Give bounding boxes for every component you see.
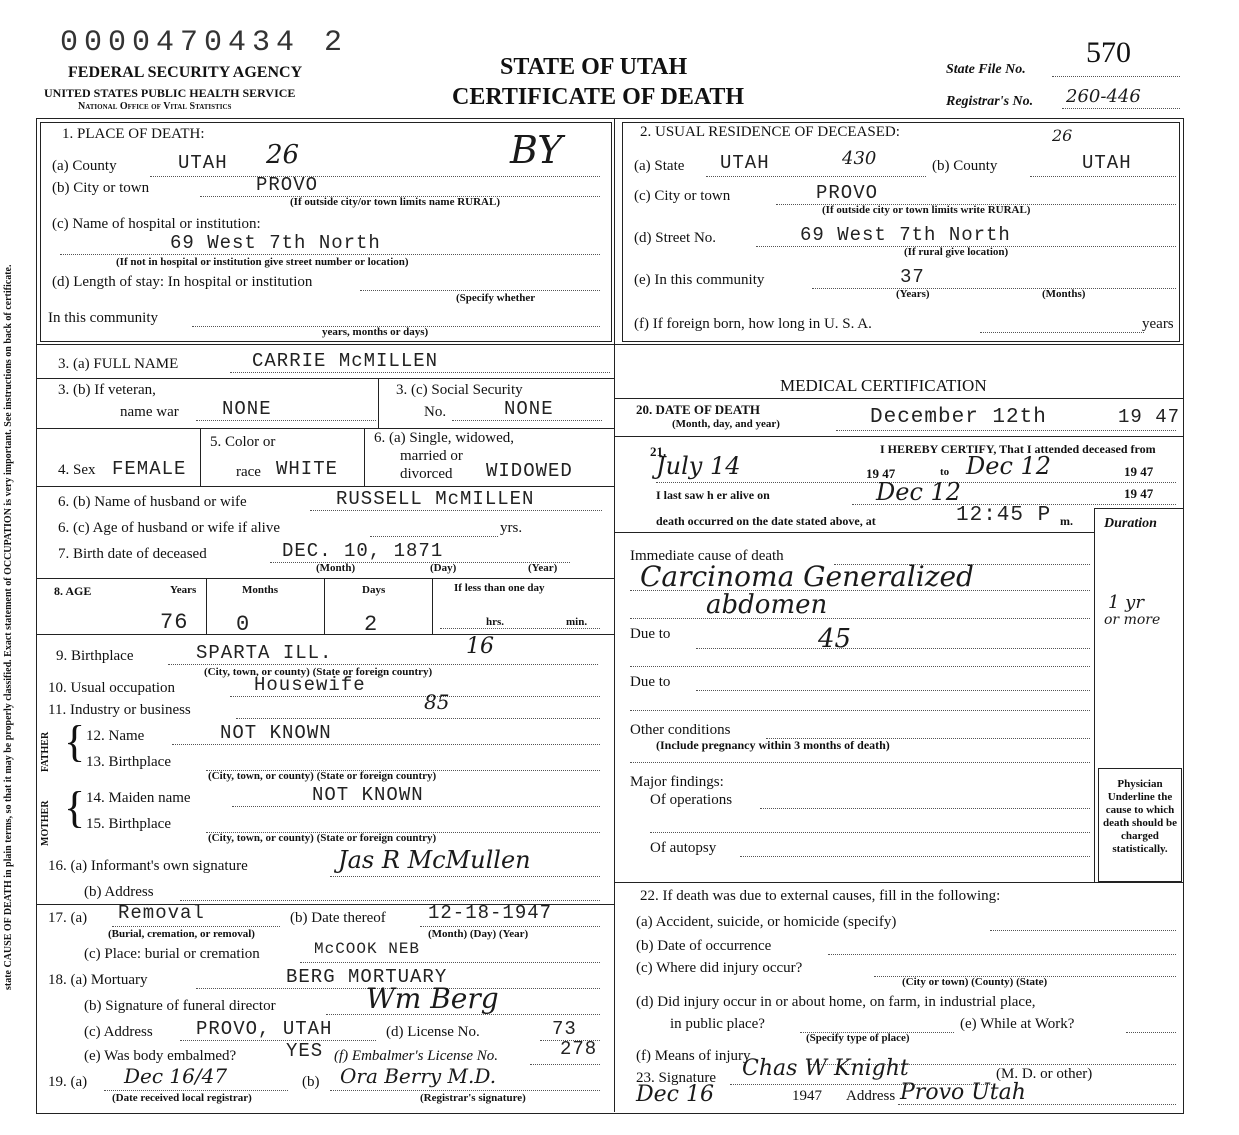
q8-months-label: Months bbox=[242, 584, 279, 596]
q8-age-years: 76 bbox=[160, 610, 189, 635]
q22c-label: (c) Where did injury occur? bbox=[636, 960, 803, 976]
q1a-code: 26 bbox=[266, 140, 300, 170]
q7-birth-date: DEC. 10, 1871 bbox=[282, 540, 444, 562]
q8-less-label: If less than one day bbox=[454, 582, 545, 594]
q2b-label: (b) County bbox=[932, 158, 998, 174]
q22a-label: (a) Accident, suicide, or homicide (specify) bbox=[636, 914, 897, 930]
q11-label: 11. Industry or business bbox=[48, 702, 191, 718]
q2b-code: 26 bbox=[1052, 126, 1073, 145]
q6c-label: 6. (c) Age of husband or wife if alive bbox=[58, 520, 281, 536]
q18c-label: (c) Address bbox=[84, 1024, 153, 1040]
q9-birthplace: SPARTA ILL. bbox=[196, 642, 333, 664]
q2b-county: UTAH bbox=[1082, 152, 1132, 174]
q17b-label: (b) Date thereof bbox=[290, 910, 386, 926]
q3b-war: NONE bbox=[222, 398, 272, 420]
q21-last-saw-year: 19 47 bbox=[1124, 486, 1154, 501]
q21-last-saw-label: I last saw h er alive on bbox=[656, 488, 770, 502]
q21-certify-text: I HEREBY CERTIFY, That I attended deceased from bbox=[880, 442, 1156, 456]
q3c-label: 3. (c) Social Security bbox=[396, 382, 523, 398]
q4-sex: FEMALE bbox=[112, 458, 187, 480]
q1d-community-label: In this community bbox=[48, 310, 158, 326]
q1-label: 1. PLACE OF DEATH: bbox=[62, 126, 205, 142]
q21-to-year: 19 47 bbox=[1124, 464, 1154, 479]
q18b-funeral-director-signature: Wm Berg bbox=[366, 982, 499, 1015]
q18d-license: 73 bbox=[552, 1018, 577, 1040]
q12-father-name: NOT KNOWN bbox=[220, 722, 332, 744]
q2d-note: (If rural give location) bbox=[904, 246, 1009, 258]
q7-month-label: (Month) bbox=[316, 562, 356, 574]
q2c-city: PROVO bbox=[816, 182, 879, 204]
q14-label: 14. Maiden name bbox=[86, 790, 191, 806]
q3c-no-label: No. bbox=[424, 404, 447, 420]
major-findings-label: Major findings: bbox=[630, 774, 724, 790]
q8-label: 8. AGE bbox=[54, 584, 92, 598]
q14-mother-maiden-name: NOT KNOWN bbox=[312, 784, 424, 806]
duration-value-2: or more bbox=[1104, 612, 1161, 628]
q19b-note: (Registrar's signature) bbox=[420, 1092, 526, 1104]
q22-label: 22. If death was due to external causes, fill in the following: bbox=[640, 888, 1001, 904]
q23-date: Dec 16 bbox=[636, 1082, 714, 1107]
q10-occupation: Housewife bbox=[254, 674, 366, 696]
q6b-spouse-name: RUSSELL McMILLEN bbox=[336, 488, 535, 510]
q17a-disposition: Removal bbox=[118, 902, 205, 924]
q23-year: 1947 bbox=[792, 1088, 822, 1104]
q2c-label: (c) City or town bbox=[634, 188, 731, 204]
q5-race: WHITE bbox=[276, 458, 339, 480]
q1b-city: PROVO bbox=[256, 174, 319, 196]
q2a-label: (a) State bbox=[634, 158, 685, 174]
other-conditions-note: (Include pregnancy within 3 months of death) bbox=[656, 738, 890, 752]
other-conditions-label: Other conditions bbox=[630, 722, 731, 738]
q1c-note: (If not in hospital or institution give street number or location) bbox=[116, 256, 409, 268]
q23-label: 23. Signature bbox=[636, 1070, 716, 1086]
document-title: CERTIFICATE OF DEATH bbox=[452, 84, 745, 110]
q5-race-label: race bbox=[236, 464, 261, 480]
q22d-label: (d) Did injury occur in or about home, on farm, in industrial place, bbox=[636, 994, 1036, 1010]
q19b-label: (b) bbox=[302, 1074, 320, 1090]
q2d-label: (d) Street No. bbox=[634, 230, 717, 246]
q22e-label: (e) While at Work? bbox=[960, 1016, 1075, 1032]
mother-label: MOTHER bbox=[40, 800, 51, 846]
q2f-unit: years bbox=[1142, 316, 1174, 332]
q8-hrs-label: hrs. bbox=[486, 616, 505, 628]
agency-service: UNITED STATES PUBLIC HEALTH SERVICE bbox=[44, 86, 296, 100]
immediate-cause-1: Carcinoma Generalized bbox=[640, 560, 974, 593]
q6a-marital-status: WIDOWED bbox=[486, 460, 573, 482]
q18c-address: PROVO, UTAH bbox=[196, 1018, 333, 1040]
q17b-date: 12-18-1947 bbox=[428, 902, 553, 924]
q4-label: 4. Sex bbox=[58, 462, 96, 478]
q23-address-label: Address bbox=[846, 1088, 896, 1104]
q2e-years-label: (Years) bbox=[896, 288, 930, 300]
q7-label: 7. Birth date of deceased bbox=[58, 546, 207, 562]
q18e-label: (e) Was body embalmed? bbox=[84, 1048, 237, 1064]
q1c-hospital: 69 West 7th North bbox=[170, 232, 381, 254]
q17c-place: McCOOK NEB bbox=[314, 940, 421, 958]
q18b-label: (b) Signature of funeral director bbox=[84, 998, 276, 1014]
q16b-label: (b) Address bbox=[84, 884, 154, 900]
immediate-cause-2: abdomen bbox=[706, 590, 828, 620]
q18f-embalmer-license: 278 bbox=[560, 1038, 598, 1060]
q2e-months-label: (Months) bbox=[1042, 288, 1086, 300]
q12-label: 12. Name bbox=[86, 728, 145, 744]
q15-label: 15. Birthplace bbox=[86, 816, 171, 832]
q10-label: 10. Usual occupation bbox=[48, 680, 176, 696]
q6a-label: 6. (a) Single, widowed, bbox=[374, 430, 514, 446]
q2d-street: 69 West 7th North bbox=[800, 224, 1011, 246]
q2f-label: (f) If foreign born, how long in U. S. A. bbox=[634, 316, 872, 332]
q18f-label: (f) Embalmer's License No. bbox=[334, 1048, 499, 1064]
q16a-informant-signature: Jas R McMullen bbox=[338, 846, 531, 874]
q18d-label: (d) License No. bbox=[386, 1024, 480, 1040]
agency-office: National Office of Vital Statistics bbox=[78, 101, 232, 112]
q17a-note: (Burial, cremation, or removal) bbox=[108, 928, 255, 940]
document-title-state: STATE OF UTAH bbox=[500, 54, 688, 80]
q21-occurred-label: death occurred on the date stated above, at bbox=[656, 514, 876, 528]
duration-value-1: 1 yr bbox=[1108, 592, 1144, 613]
q23-address: Provo Utah bbox=[900, 1080, 1026, 1105]
q22d-label-2: in public place? bbox=[670, 1016, 765, 1032]
q20-date-of-death: December 12th bbox=[870, 406, 1047, 429]
q21-attended-from: July 14 bbox=[656, 452, 741, 480]
q9-label: 9. Birthplace bbox=[56, 648, 134, 664]
q1d-note: (Specify whether bbox=[456, 292, 536, 304]
q8-years-label: Years bbox=[170, 584, 197, 596]
q2c-note: (If outside city or town limits write RURAL) bbox=[822, 204, 1031, 216]
q20-note: (Month, day, and year) bbox=[672, 418, 780, 430]
q2e-label: (e) In this community bbox=[634, 272, 765, 288]
q8-age-days: 2 bbox=[364, 612, 379, 637]
q1a-mark: BY bbox=[510, 128, 563, 172]
agency-name: FEDERAL SECURITY AGENCY bbox=[68, 64, 303, 81]
q22b-label: (b) Date of occurrence bbox=[636, 938, 772, 954]
operations-label: Of operations bbox=[650, 792, 733, 808]
q21-to-label: to bbox=[940, 466, 950, 478]
q3a-full-name: CARRIE McMILLEN bbox=[252, 350, 439, 372]
q1b-note: (If outside city/or town limits name RURAL) bbox=[290, 196, 501, 208]
q1b-label: (b) City or town bbox=[52, 180, 150, 196]
immediate-cause-label: Immediate cause of death bbox=[630, 548, 784, 564]
q1a-county: UTAH bbox=[178, 152, 228, 174]
q6a-label-3: divorced bbox=[400, 466, 453, 482]
duration-label: Duration bbox=[1104, 516, 1157, 531]
state-file-label: State File No. bbox=[946, 62, 1026, 77]
q20-year: 19 47 bbox=[1118, 406, 1181, 428]
q21-last-saw-date: Dec 12 bbox=[876, 478, 962, 506]
certificate-serial-number: 0000470434 2 bbox=[60, 26, 349, 60]
q3b-label: 3. (b) If veteran, bbox=[58, 382, 156, 398]
q1c-label: (c) Name of hospital or institution: bbox=[52, 216, 261, 232]
q17c-label: (c) Place: burial or cremation bbox=[84, 946, 260, 962]
due-to-label-2: Due to bbox=[630, 674, 671, 690]
q2-label: 2. USUAL RESIDENCE OF DECEASED: bbox=[640, 124, 900, 140]
q21-time-of-death: 12:45 P bbox=[956, 504, 1052, 527]
q2a-state: UTAH bbox=[720, 152, 770, 174]
q8-days-label: Days bbox=[362, 584, 386, 596]
father-label: FATHER bbox=[40, 731, 51, 772]
q1a-label: (a) County bbox=[52, 158, 117, 174]
q23-signature: Chas W Knight bbox=[742, 1056, 909, 1081]
q19-label: 19. (a) bbox=[48, 1074, 88, 1090]
q18e-embalmed: YES bbox=[286, 1040, 324, 1062]
q22d-note: (Specify type of place) bbox=[806, 1032, 910, 1044]
q22f-label: (f) Means of injury bbox=[636, 1048, 751, 1064]
q8-min-label: min. bbox=[566, 616, 588, 628]
q15-note: (City, town, or county) (State or foreign country) bbox=[208, 832, 437, 844]
q9-code: 16 bbox=[466, 634, 494, 659]
q21-attended-to: Dec 12 bbox=[966, 452, 1052, 480]
q18a-label: 18. (a) Mortuary bbox=[48, 972, 148, 988]
q1d-label: (d) Length of stay: In hospital or institution bbox=[52, 274, 313, 290]
q6a-label-2: married or bbox=[400, 448, 463, 464]
q7-year-label: (Year) bbox=[528, 562, 558, 574]
q19a-date-received: Dec 16/47 bbox=[124, 1064, 228, 1088]
autopsy-label: Of autopsy bbox=[650, 840, 717, 856]
q23-md-label: (M. D. or other) bbox=[996, 1066, 1093, 1082]
q1d-community-note: years, months or days) bbox=[322, 326, 429, 338]
q3b-war-label: name war bbox=[120, 404, 179, 420]
physician-underline-box: Physician Underline the cause to which death should be charged statistically. bbox=[1103, 778, 1177, 855]
registrar-number: 260-446 bbox=[1066, 86, 1141, 107]
q19b-registrar-signature: Ora Berry M.D. bbox=[340, 1064, 497, 1088]
q17a-label: 17. (a) bbox=[48, 910, 88, 926]
side-instructions: state CAUSE OF DEATH in plain terms, so that it may be properly classified. Exact statement of OCCUPATION is very important. See instructions on back of certificate. bbox=[3, 264, 14, 990]
q21-from-year: 19 47 bbox=[866, 466, 896, 481]
q16a-label: 16. (a) Informant's own signature bbox=[48, 858, 248, 874]
q21-label: 21. bbox=[650, 444, 667, 459]
q13-note: (City, town, or county) (State or foreign country) bbox=[208, 770, 437, 782]
q20-label: 20. DATE OF DEATH bbox=[636, 402, 760, 417]
q11-code: 85 bbox=[424, 690, 450, 714]
q5-label: 5. Color or bbox=[210, 434, 276, 450]
q19a-note: (Date received local registrar) bbox=[112, 1092, 252, 1104]
q18a-mortuary: BERG MORTUARY bbox=[286, 966, 448, 988]
q3a-label: 3. (a) FULL NAME bbox=[58, 356, 179, 372]
q2a-code: 430 bbox=[842, 148, 877, 169]
due-to-code: 45 bbox=[818, 624, 852, 654]
medical-certification-title: MEDICAL CERTIFICATION bbox=[780, 376, 987, 395]
q22c-note: (City or town) (County) (State) bbox=[902, 976, 1048, 988]
q7-day-label: (Day) bbox=[430, 562, 457, 574]
registrar-label: Registrar's No. bbox=[946, 94, 1034, 109]
q2e-years: 37 bbox=[900, 266, 925, 288]
q9-note: (City, town, or county) (State or foreign country) bbox=[204, 666, 433, 678]
state-file-number: 570 bbox=[1086, 36, 1131, 69]
q6c-unit: yrs. bbox=[500, 520, 523, 536]
q6b-label: 6. (b) Name of husband or wife bbox=[58, 494, 247, 510]
q8-age-months: 0 bbox=[236, 612, 251, 637]
q21-m-label: m. bbox=[1060, 514, 1073, 528]
q17b-note: (Month) (Day) (Year) bbox=[428, 928, 529, 940]
q3c-social-security: NONE bbox=[504, 398, 554, 420]
due-to-label-1: Due to bbox=[630, 626, 671, 642]
q13-label: 13. Birthplace bbox=[86, 754, 171, 770]
